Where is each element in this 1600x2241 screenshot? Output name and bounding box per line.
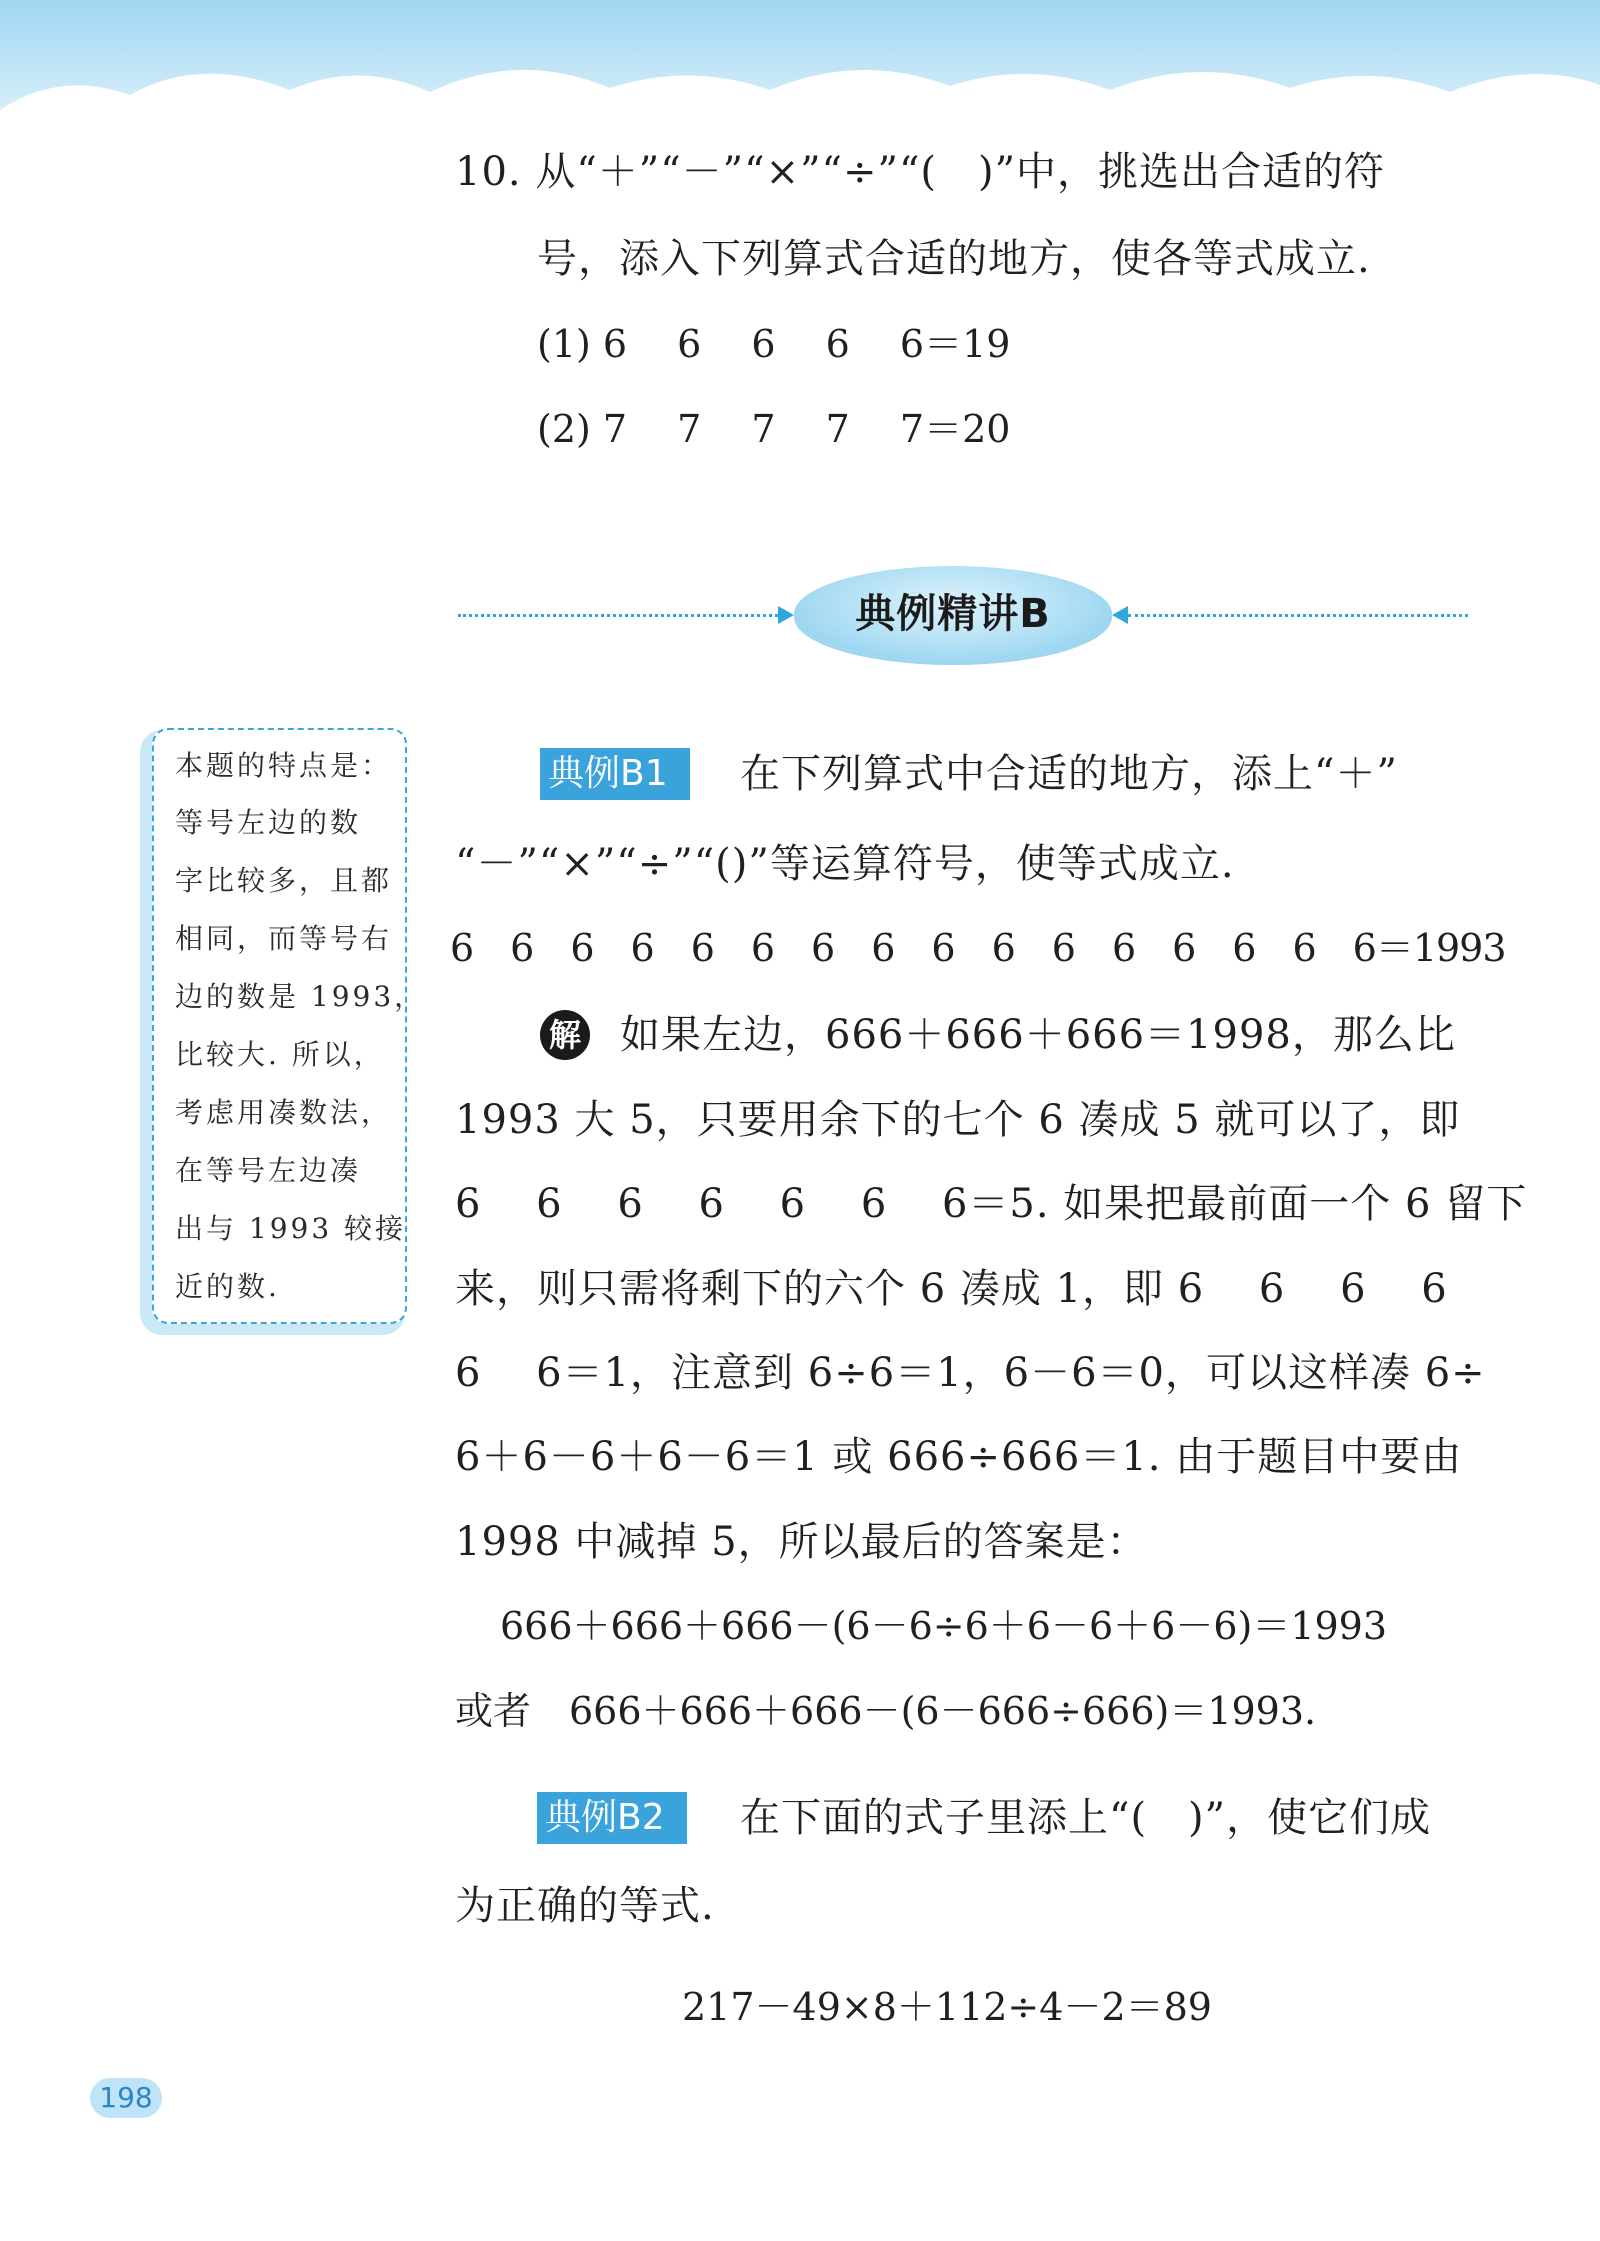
side-note-line-5: 边的数是 1993， (175, 980, 426, 1013)
example-b2-line-2: 为正确的等式. (455, 1883, 715, 1929)
side-note-line-6: 比较大. 所以， (175, 1038, 385, 1071)
cloud-header-decoration (0, 0, 1600, 140)
banner-arrow-left-icon (1112, 606, 1128, 624)
solution-line-7: 1998 中减掉 5，所以最后的答案是： (455, 1519, 1148, 1565)
side-note-line-9: 出与 1993 较接 (175, 1212, 407, 1245)
side-note-line-8: 在等号左边凑 (175, 1154, 362, 1187)
side-note-line-7: 考虑用凑数法， (175, 1096, 393, 1129)
example-b2-line-1: 在下面的式子里添上“( )”，使它们成 (740, 1795, 1432, 1841)
solution-line-6: 6＋6－6＋6－6＝1 或 666÷666＝1. 由于题目中要由 (455, 1434, 1463, 1480)
banner-dotted-line-right (1128, 614, 1468, 617)
banner-dotted-line-left (458, 614, 778, 617)
section-title: 典例精讲B (855, 591, 1051, 637)
solution-answer-2: 或者 666＋666＋666－(6－666÷666)＝1993. (455, 1689, 1317, 1733)
side-note-line-3: 字比较多，且都 (175, 864, 393, 897)
problem-10-item-1: (1) 6 6 6 6 6＝19 (537, 322, 1011, 366)
solution-line-4: 来，则只需将剩下的六个 6 凑成 1，即 6 6 6 6 (455, 1266, 1448, 1312)
example-b1-tag-label: 典例 (548, 753, 621, 794)
example-b1-tag-number: B1 (620, 753, 668, 794)
example-b2-tag-number: B2 (617, 1797, 665, 1838)
side-note-line-10: 近的数. (175, 1270, 280, 1303)
problem-10-item-2: (2) 7 7 7 7 7＝20 (537, 407, 1011, 451)
side-note-line-2: 等号左边的数 (175, 806, 362, 839)
problem-10-line-2: 号，添入下列算式合适的地方，使各等式成立. (537, 236, 1371, 282)
problem-10-line-1: 10. 从“＋”“－”“×”“÷”“( )”中，挑选出合适的符 (455, 149, 1386, 195)
solution-badge: 解 (540, 1010, 590, 1060)
side-note-line-4: 相同，而等号右 (175, 922, 393, 955)
banner-arrow-right-icon (778, 606, 794, 624)
page-number: 198 (90, 2078, 162, 2118)
solution-answer-1: 666＋666＋666－(6－6÷6＋6－6＋6－6)＝1993 (500, 1604, 1388, 1648)
example-b1-line-1: 在下列算式中合适的地方，添上“＋” (740, 751, 1398, 797)
solution-line-1: 如果左边，666＋666＋666＝1998，那么比 (620, 1012, 1456, 1058)
example-b1-equation: 6 6 6 6 6 6 6 6 6 6 6 6 6 6 6 6＝1993 (450, 926, 1506, 970)
example-b2-tag-label: 典例 (545, 1797, 618, 1838)
example-b2-tag (537, 1792, 687, 1844)
solution-line-5: 6 6＝1，注意到 6÷6＝1，6－6＝0，可以这样凑 6÷ (455, 1350, 1486, 1396)
solution-line-3: 6 6 6 6 6 6 6＝5. 如果把最前面一个 6 留下 (455, 1181, 1528, 1227)
solution-line-2: 1993 大 5，只要用余下的七个 6 凑成 5 就可以了，即 (455, 1097, 1461, 1143)
example-b1-line-2: “－”“×”“÷”“()”等运算符号，使等式成立. (455, 841, 1235, 887)
example-b2-equation: 217－49×8＋112÷4－2＝89 (682, 1985, 1212, 2029)
side-note-line-1: 本题的特点是： (175, 749, 393, 782)
example-b1-tag (540, 748, 690, 800)
